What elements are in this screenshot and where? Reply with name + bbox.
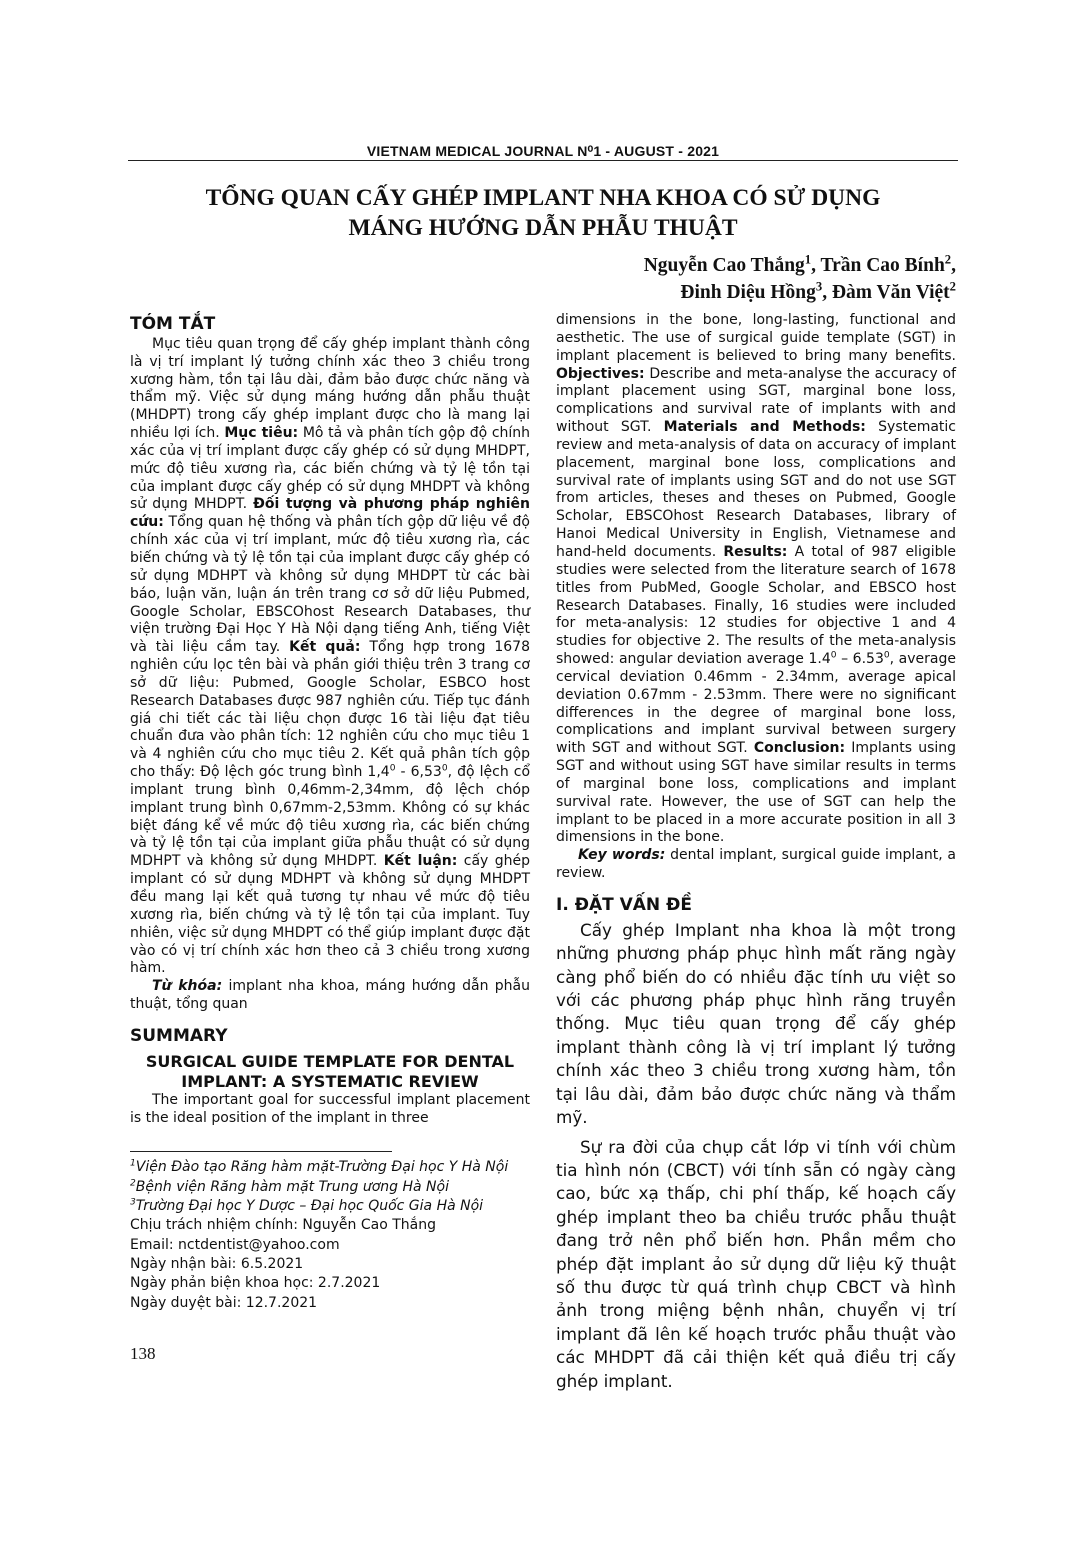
footnote-mark: 3 bbox=[130, 1197, 136, 1208]
results-text-en: , average cervical deviation 0.46mm - 2.34mm, average apical deviation 0.67mm - 2.53mm. There were no significant differences in the degree of marginal bone loss, complications and implant survival between surgery with SGT and without SGT. bbox=[556, 651, 956, 757]
date-accepted: Ngày duyệt bài: 12.7.2021 bbox=[130, 1294, 318, 1311]
authors-line-1 bbox=[644, 252, 956, 279]
results-text: Tổng hợp trong 1678 nghiên cứu lọc tên bài và phần giới thiệu trên 3 trang cơ sở dữ liệu: Pubmed, Google Scholar, ESBCO host Research Databases được 987 nghiên cứu. Tiếp tục đánh giá chi tiết các tài liệu chọn được 16 tài liệu đạt tiêu chuẩn đưa vào phân tích: 12 nghiên cứu cho mục tiêu 1 và 4 nghiên cứu cho mục tiêu 2. Kết quả phân tích gộp cho thấy: Độ lệch góc trung bình 1,4 bbox=[130, 639, 530, 781]
section-1-heading: I. ĐẶT VẤN ĐỀ bbox=[556, 895, 692, 915]
footnote-text: Trường Đại học Y Dược – Đại học Quốc Gia Hà Nội bbox=[135, 1198, 484, 1215]
affiliation-mark: 1 bbox=[804, 252, 812, 267]
title-line-2: MÁNG HƯỚNG DẪN PHẪU THUẬT bbox=[348, 215, 738, 241]
footnote-rule bbox=[130, 1151, 392, 1152]
footnotes bbox=[130, 1158, 530, 1312]
conclusion-text: cấy ghép implant có sử dụng MDHPT và không sử dụng MHDPT đều mang lại kết quả tương tự nhau về mức độ tiêu xương rìa, biến chứng và tỷ lệ tồn tại của implant. Tuy nhiên, việc sử dụng MHDPT có thể giúp implant được đặt vào có vị trí chính xác hơn theo cả 3 chiều trong xương hàm. bbox=[130, 853, 530, 977]
conclusion-text-en: Implants using SGT and without using SGT have similar results in terms of marginal bone loss, complications and implant survival rate. However, the use of SGT can help the implant to be placed in a more accurate position in all 3 dimensions in the bone. bbox=[556, 740, 957, 846]
summary-body-start: The important goal for successful implant placement is the ideal position of the implant in three bbox=[130, 1091, 530, 1126]
author-list bbox=[644, 252, 956, 306]
keywords-vi bbox=[130, 978, 530, 1014]
email[interactable]: Email: nctdentist@yahoo.com bbox=[130, 1236, 340, 1253]
degree-mark: 0 bbox=[830, 650, 837, 661]
summary-body bbox=[556, 312, 956, 847]
summary-heading: SUMMARY bbox=[130, 1025, 228, 1046]
conclusion-label-en: Conclusion: bbox=[753, 740, 846, 757]
results-label-en: Results: bbox=[723, 543, 788, 560]
affiliation-mark: 2 bbox=[944, 252, 952, 267]
footnote-text: Bệnh viện Răng hàm mặt Trung ương Hà Nội bbox=[135, 1178, 449, 1195]
page-number: 138 bbox=[130, 1344, 156, 1363]
summary-title bbox=[130, 1052, 530, 1092]
corresponding-author: Chịu trách nhiệm chính: Nguyễn Cao Thắng bbox=[130, 1217, 437, 1234]
abstract-vi-heading: TÓM TẮT bbox=[130, 314, 216, 334]
footnote-text: Viện Đào tạo Răng hàm mặt-Trường Đại học Y Hà Nội bbox=[135, 1159, 509, 1176]
running-head: VIETNAM MEDICAL JOURNAL N⁰1 - AUGUST - 2021 bbox=[366, 143, 720, 159]
keywords-label: Từ khóa: bbox=[152, 978, 223, 995]
results-text-en: A total of 987 eligible studies were selected from the literature search of 1678 titles from PubMed, Google Scholar, and EBSCO host Research Databases. Finally, 16 studies were included for meta-analysis: 12 studies for objective 1 and 4 studies for objective 2. The results of the meta-analysis showed: angular deviation average 1.4 bbox=[556, 543, 956, 668]
header-rule bbox=[128, 160, 958, 161]
date-received: Ngày nhận bài: 6.5.2021 bbox=[130, 1255, 304, 1272]
summary-title-line-2: IMPLANT: A SYSTEMATIC REVIEW bbox=[181, 1071, 479, 1091]
author-name: Nguyễn Cao Thắng bbox=[643, 255, 805, 276]
author-name: Đàm Văn Việt bbox=[831, 282, 950, 303]
keywords-label-en: Key words: bbox=[578, 847, 666, 864]
abstract-intro: Mục tiêu quan trọng để cấy ghép implant thành công là vị trí implant lý tưởng chính xác theo 3 chiều trong xương hàm, tồn tại lâu dài, đảm bảo được chức năng và thẩm mỹ. Việc sử dụng máng hướng dẫn phẫu thuật (MHDPT) trong cấy ghép implant được cho là mang lại nhiều lợi ích. bbox=[130, 335, 530, 442]
objectives-label-en: Objectives: bbox=[556, 365, 645, 382]
author-name: Trần Cao Bính bbox=[820, 255, 945, 276]
objectives-text-en: Describe and meta-analyse the accuracy of implant placement using SGT, marginal bone loss, complications and survival rate of implants with and without SGT. bbox=[556, 365, 956, 436]
keywords-en bbox=[556, 847, 956, 883]
footnote-mark: 2 bbox=[130, 1178, 136, 1189]
author-separator: , bbox=[822, 282, 832, 303]
results-text: - 6,53 bbox=[395, 764, 442, 781]
author-separator: , bbox=[951, 255, 956, 276]
results-text-en: – 6.53 bbox=[836, 651, 884, 668]
results-label: Kết quả: bbox=[289, 639, 361, 656]
methods-text: Tổng quan hệ thống và phân tích gộp dữ liệu về độ chính xác của vị trí implant, mức độ tiêu xương rìa, các biến chứng và tỷ lệ tồn tại của implant được cấy ghép có sử dụng MDHPT và không sử dụng MHDPT từ các bài báo, luận văn, luận án trên trang cơ sở dữ liệu Pubmed, Google Scholar, EBSCOhost Research Databases, thư viện trường Đại Học Y Hà Nội dạng tiếng Anh, tiếng Việt và tài liệu cầm tay. bbox=[130, 514, 530, 656]
methods-text-en: Systematic review and meta-analysis of data on accuracy of implant placement, marginal bone loss, complications and survival rate of implants using SGT and do not use SGT from articles, theses and theses on Pubmed, Google Scholar, EBSCOhost Research Databases, library of Hanoi Medical University in English, Vietnamese and hand-held documents. bbox=[556, 419, 957, 560]
footnote-affiliation-1 bbox=[130, 1158, 530, 1177]
author-name: Đinh Diệu Hồng bbox=[680, 282, 816, 303]
date-reviewed: Ngày phản biện khoa học: 2.7.2021 bbox=[130, 1275, 381, 1292]
footnote-affiliation-3 bbox=[130, 1197, 530, 1216]
degree-mark: 0 bbox=[389, 763, 396, 774]
abstract-vi-body bbox=[130, 336, 530, 978]
affiliation-mark: 3 bbox=[815, 279, 823, 294]
title-line-1: TỔNG QUAN CẤY GHÉP IMPLANT NHA KHOA CÓ SỬ DỤNG bbox=[205, 185, 881, 211]
affiliation-mark: 2 bbox=[949, 279, 956, 294]
section-1-body bbox=[556, 919, 956, 1393]
methods-label-en: Materials and Methods: bbox=[663, 419, 866, 436]
section-1-paragraph-1: Cấy ghép Implant nha khoa là một trong những phương pháp phục hình mất răng ngày càng phổ biến do có nhiều đặc tính ưu việt so với các phương pháp phục hình răng truyền thống. Mục tiêu quan trọng để cấy ghép implant thành công là vị trí implant lý tưởng chính xác theo 3 chiều trong xương hàm, tồn tại lâu dài, đảm bảo được chức năng và thẩm mỹ. bbox=[556, 919, 956, 1128]
keywords-text-en: dental implant, surgical guide implant, a review. bbox=[556, 847, 956, 882]
footnote-mark: 1 bbox=[130, 1158, 136, 1169]
conclusion-label: Kết luận: bbox=[383, 853, 458, 870]
objectives-text: Mô tả và phân tích gộp độ chính xác của vị trí implant được cấy ghép có sử dụng MHDPT, mức độ tiêu xương rìa, các biến chứng và tỷ lệ tồn tại của implant được cấy ghép có sử dụng MHDPT và không sử dụng MHDPT. bbox=[130, 425, 531, 513]
degree-mark: 0 bbox=[883, 650, 890, 661]
left-column bbox=[130, 316, 530, 1313]
summary-intro: dimensions in the bone, long-lasting, functional and aesthetic. The use of surgical guide template (SGT) in implant placement is believed to bring many benefits. bbox=[556, 312, 956, 364]
results-text: , độ lệch cổ implant trung bình 0,46mm-2,34mm, độ lệch chóp implant trung bình 0,67mm-2,53mm. Không có sự khác biệt đáng kể về mức độ tiêu xương rìa, các biến chứng và tỷ lệ tồn tại của implant giữa phẫu thuật có sử dụng MDHPT và không sử dụng MHDPT. bbox=[130, 764, 531, 870]
summary-title-line-1: SURGICAL GUIDE TEMPLATE FOR DENTAL bbox=[145, 1051, 515, 1071]
authors-line-2 bbox=[644, 279, 956, 306]
section-1-paragraph-2: Sự ra đời của chụp cắt lớp vi tính với chùm tia hình nón (CBCT) với tính sẵn có ngày càng cao, bức xạ thấp, chi phí thấp, kế hoạch cấy ghép implant theo ba chiều trước phẫu thuật đang trở nên phổ biến hơn. Phần mềm cho phép đặt implant ảo sử dụng dữ liệu kỹ thuật số thu được từ quá trình chụp CBCT và hình ảnh trong miệng bệnh nhân, chuyển vị trí implant đã lên kế hoạch trước phẫu thuật vào các MHDPT đã cải thiện kết quả điều trị cấy ghép implant. bbox=[556, 1136, 956, 1391]
right-column bbox=[556, 312, 956, 1393]
author-separator: , bbox=[811, 255, 821, 276]
article-title bbox=[128, 183, 958, 243]
footnote-affiliation-2 bbox=[130, 1178, 530, 1197]
degree-mark: 0 bbox=[441, 763, 448, 774]
objectives-label: Mục tiêu: bbox=[224, 425, 299, 442]
methods-label: Đối tượng và phương pháp nghiên cứu: bbox=[130, 496, 531, 531]
keywords-text: implant nha khoa, máng hướng dẫn phẫu thuật, tổng quan bbox=[130, 978, 530, 1013]
